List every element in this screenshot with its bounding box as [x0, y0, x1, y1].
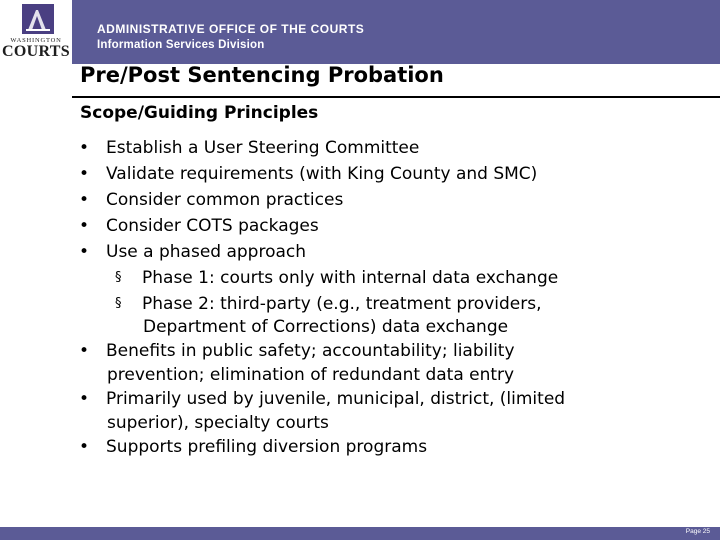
logo-state-text: WASHINGTON — [10, 37, 62, 44]
slide-subtitle: Scope/Guiding Principles — [80, 103, 319, 123]
list-item — [76, 386, 696, 413]
bullet-icon: • — [79, 437, 90, 457]
bullet-icon: • — [79, 242, 90, 262]
footer-bar — [0, 527, 720, 540]
bullet-text: Use a phased approach — [106, 242, 307, 262]
sub-bullet-icon: § — [115, 270, 122, 285]
bullet-text: Benefits in public safety; accountability; liability — [106, 341, 515, 361]
page-number: Page 25 — [685, 528, 710, 535]
list-item — [76, 338, 696, 365]
list-item — [76, 187, 696, 213]
bullet-icon: • — [79, 138, 90, 158]
bullet-icon: • — [79, 341, 90, 361]
slide-title: Pre/Post Sentencing Probation — [80, 63, 444, 87]
list-item — [76, 135, 696, 161]
sub-bullet-text: Phase 1: courts only with internal data exchange — [142, 268, 559, 288]
sub-bullet-text: Phase 2: third-party (e.g., treatment providers, — [142, 294, 542, 314]
bullet-continuation: prevention; elimination of redundant data entry — [107, 365, 515, 385]
bullet-text: Validate requirements (with King County and SMC) — [106, 164, 538, 184]
sub-bullet-icon: § — [115, 296, 122, 311]
bullet-text: Consider COTS packages — [106, 216, 319, 236]
title-divider — [72, 96, 720, 98]
sub-list-item — [76, 265, 696, 291]
bullet-text: Primarily used by juvenile, municipal, district, (limited — [106, 389, 566, 409]
bullet-text: Supports prefiling diversion programs — [106, 437, 428, 457]
bullet-continuation: superior), specialty courts — [107, 413, 329, 433]
list-item — [76, 239, 696, 265]
header-bar — [0, 0, 720, 64]
bullet-text: Establish a User Steering Committee — [106, 138, 420, 158]
bullet-icon: • — [79, 389, 90, 409]
header-division: Information Services Division — [97, 39, 265, 51]
bullet-icon: • — [79, 190, 90, 210]
bullet-icon: • — [79, 164, 90, 184]
logo-courts-text: COURTS — [2, 43, 70, 60]
list-item — [76, 434, 696, 461]
list-item — [76, 161, 696, 187]
bullet-list — [76, 135, 696, 461]
bullet-icon: • — [79, 216, 90, 236]
washington-courts-logo — [0, 0, 72, 64]
header-organization: ADMINISTRATIVE OFFICE OF THE COURTS — [97, 22, 365, 36]
sub-list-item — [76, 291, 696, 317]
logo-emblem-icon — [22, 4, 54, 34]
sub-bullet-continuation: Department of Corrections) data exchange — [143, 317, 509, 337]
list-item — [76, 213, 696, 239]
bullet-text: Consider common practices — [106, 190, 344, 210]
